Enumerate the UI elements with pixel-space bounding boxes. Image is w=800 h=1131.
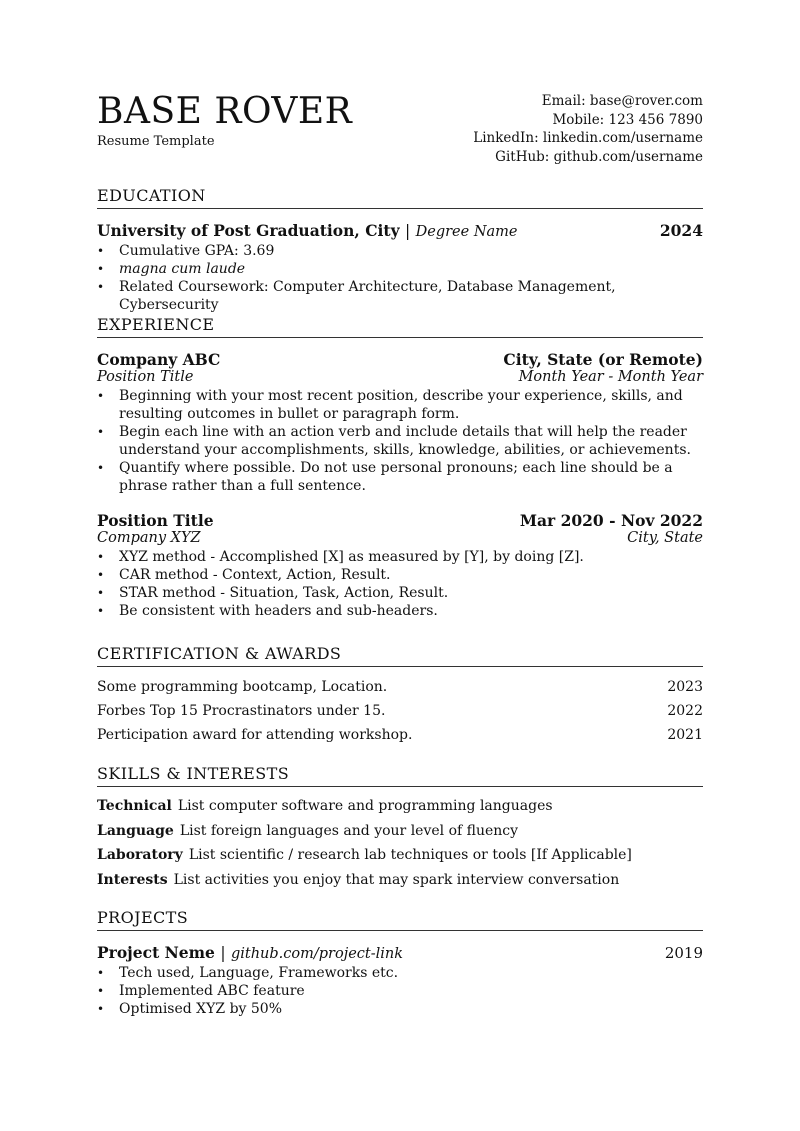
- job-header: [97, 511, 703, 530]
- skill-label: Laboratory: [97, 847, 183, 863]
- project-bullets: [97, 964, 703, 1018]
- contact-block: [473, 92, 703, 166]
- certifications-list: [97, 675, 703, 747]
- job-bullets: [97, 387, 703, 495]
- list-item: • Implemented ABC feature: [97, 982, 703, 1000]
- job-location: City, State (or Remote): [503, 350, 703, 369]
- graduation-year: 2024: [659, 221, 703, 240]
- company-name: Company XYZ: [97, 530, 201, 546]
- list-item: • Quantify where possible. Do not use personal pronouns; each line should be a phrase rather than a full sentence.: [97, 459, 703, 495]
- list-item: • Optimised XYZ by 50%: [97, 1000, 703, 1018]
- candidate-name: BASE ROVER: [97, 91, 353, 132]
- school-name: University of Post Graduation, City: [97, 221, 400, 240]
- cert-text: Some programming bootcamp, Location.: [97, 679, 388, 695]
- skill-label: Interests: [97, 871, 168, 888]
- project-line: [97, 943, 403, 962]
- list-item: [97, 675, 703, 699]
- job-entry: [97, 350, 703, 495]
- job-dates: Mar 2020 - Nov 2022: [519, 511, 703, 530]
- experience-section: [97, 315, 703, 620]
- section-title: CERTIFICATION & AWARDS: [97, 644, 703, 667]
- job-header: [97, 350, 703, 369]
- list-item: • Be consistent with headers and sub-headers.: [97, 602, 703, 620]
- section-title: SKILLS & INTERESTS: [97, 764, 703, 787]
- company-name: Company ABC: [97, 350, 221, 369]
- separator: |: [405, 222, 411, 240]
- list-item: • Cumulative GPA: 3.69: [97, 242, 703, 260]
- list-item: [97, 794, 703, 819]
- list-item: [97, 819, 703, 844]
- skill-label: Language: [97, 822, 174, 839]
- list-item: [97, 843, 703, 868]
- job-subheader: [97, 369, 703, 385]
- degree-name: Degree Name: [415, 224, 518, 240]
- cert-text: Perticipation award for attending workshop.: [97, 727, 413, 743]
- list-item: • Beginning with your most recent position, describe your experience, skills, and resulting outcomes in bullet or paragraph form.: [97, 387, 703, 423]
- list-item: • magna cum laude: [97, 260, 703, 278]
- projects-section: [97, 908, 703, 1018]
- job-location: City, State: [627, 530, 703, 546]
- project-name: Project Neme: [97, 943, 215, 962]
- skill-label: Technical: [97, 798, 172, 814]
- job-entry: [97, 511, 703, 620]
- contact-mobile: Mobile: 123 456 7890: [552, 111, 703, 128]
- skill-text: List computer software and programming languages: [177, 798, 553, 814]
- separator: |: [220, 944, 226, 962]
- skill-text: List activities you enjoy that may spark interview conversation: [173, 871, 620, 888]
- job-bullets: [97, 548, 703, 620]
- job-subheader: [97, 530, 703, 546]
- contact-github[interactable]: GitHub: github.com/username: [495, 148, 703, 165]
- skills-section: [97, 764, 703, 892]
- skill-text: List scientific / research lab techniques or tools [If Applicable]: [188, 847, 632, 863]
- contact-linkedin[interactable]: LinkedIn: linkedin.com/username: [473, 130, 703, 146]
- section-title: PROJECTS: [97, 908, 703, 931]
- list-item: • Begin each line with an action verb and include details that will help the reader understand your accomplishments, skills, knowledge, abilities, or achievements.: [97, 423, 703, 459]
- position-title: Position Title: [97, 369, 194, 385]
- cert-year: 2023: [667, 679, 703, 695]
- resume-subtitle: Resume Template: [97, 134, 215, 149]
- list-item: • Related Coursework: Computer Architecture, Database Management, Cybersecurity: [97, 278, 703, 314]
- project-year: 2019: [664, 944, 703, 962]
- education-entry-header: [97, 221, 703, 240]
- list-item: [97, 868, 703, 893]
- project-link[interactable]: github.com/project-link: [230, 946, 404, 962]
- section-title: EDUCATION: [97, 186, 703, 209]
- cert-year: 2022: [667, 703, 703, 719]
- cert-year: 2021: [667, 727, 703, 743]
- education-section: [97, 186, 703, 314]
- cert-text: Forbes Top 15 Procrastinators under 15.: [97, 703, 386, 719]
- resume-header: [97, 91, 703, 165]
- skill-text: List foreign languages and your level of fluency: [179, 822, 519, 839]
- list-item: • XYZ method - Accomplished [X] as measured by [Y], by doing [Z].: [97, 548, 703, 566]
- list-item: • Tech used, Language, Frameworks etc.: [97, 964, 703, 982]
- project-header: [97, 943, 703, 962]
- job-dates: Month Year - Month Year: [518, 369, 703, 385]
- skills-list: [97, 794, 703, 892]
- contact-email[interactable]: Email: base@rover.com: [541, 93, 703, 109]
- certifications-section: [97, 644, 703, 747]
- list-item: [97, 699, 703, 723]
- section-title: EXPERIENCE: [97, 315, 703, 338]
- list-item: • CAR method - Context, Action, Result.: [97, 566, 703, 584]
- position-title: Position Title: [97, 511, 214, 530]
- education-bullets: [97, 242, 703, 314]
- school-line: [97, 221, 518, 240]
- list-item: [97, 723, 703, 747]
- list-item: • STAR method - Situation, Task, Action, Result.: [97, 584, 703, 602]
